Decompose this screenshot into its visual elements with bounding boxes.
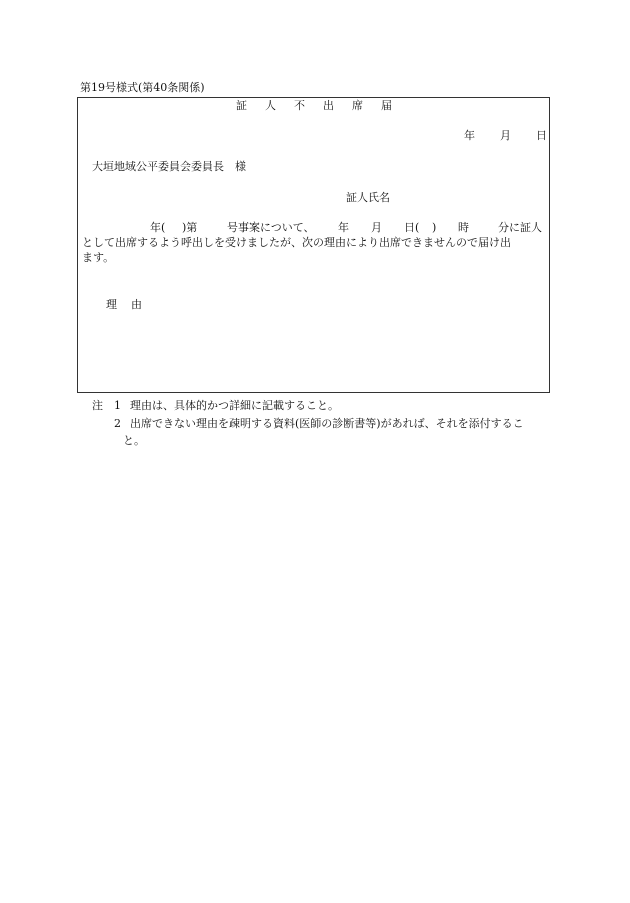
note-1-number: 1 [114,399,121,412]
note-2-number: 2 [114,417,121,430]
body-hour: 時 [458,221,469,234]
signer-name-label: 証人氏名 [346,191,390,204]
body-case: 号事案について、 [227,221,315,234]
body-month: 月 [371,221,382,234]
reason-label: 理由 [106,298,156,311]
body-line-3: ます。 [82,251,115,264]
date-day-label: 日 [536,129,547,142]
body-number-close: )第 [182,221,198,234]
body-line-2: として出席するよう呼出しを受けましたが、次の理由により出席できませんので届け出 [82,236,511,249]
date-year-label: 年 [464,129,475,142]
body-year-2: 年 [338,221,349,234]
recipient-line: 大垣地域公平委員会委員長 様 [92,160,246,173]
body-year: 年( [150,221,166,234]
document-title: 証人不出席届 [236,99,410,112]
body-minute: 分に証人 [498,221,542,234]
body-day: 日( [404,221,420,234]
date-month-label: 月 [500,129,511,142]
note-2-text: 出席できない理由を疎明する資料(医師の診断書等)があれば、それを添付するこ [130,417,524,430]
note-1-text: 理由は、具体的かつ詳細に記載すること。 [130,399,339,412]
note-2-continuation: と。 [123,434,145,447]
body-paren-close: ) [432,221,437,234]
form-number-label: 第19号様式(第40条関係) [80,81,205,94]
notes-marker: 注 [92,399,103,412]
